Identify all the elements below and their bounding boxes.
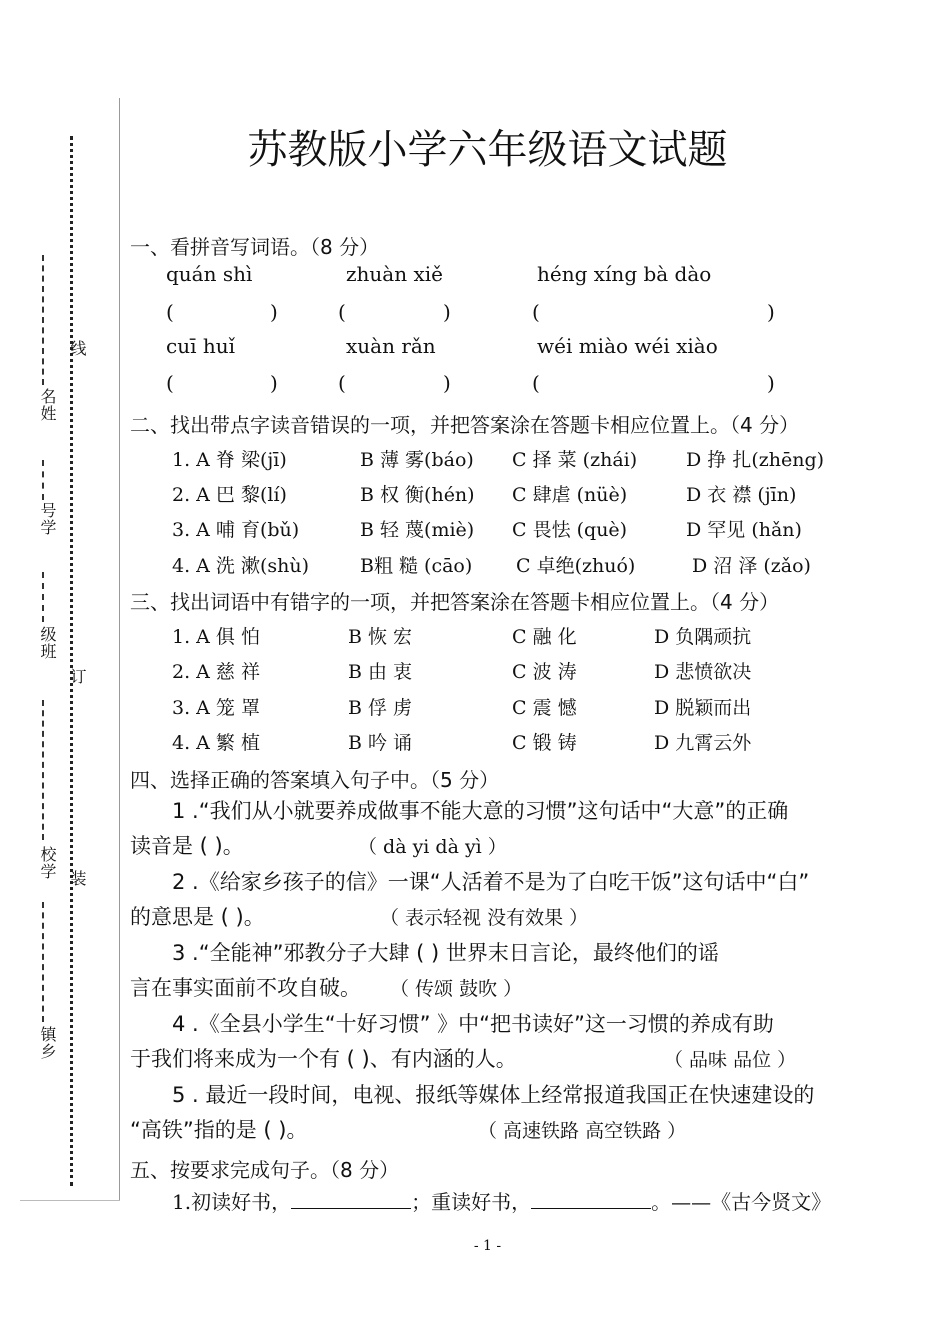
sec4-q1-choices: （ dà yi dà yì ） bbox=[358, 836, 507, 858]
sec1-pinyin-1: quán shì bbox=[166, 262, 253, 286]
sec4-q5-choices: （ 高速铁路 高空铁路 ） bbox=[478, 1120, 687, 1142]
sec1-pinyin-3: héng xíng bà dào bbox=[537, 262, 712, 286]
sec1-blank-5-l: ( bbox=[338, 371, 346, 395]
sec3-r1-c: C 融 化 bbox=[512, 626, 577, 648]
sec1-blank-5-r: ) bbox=[443, 371, 451, 395]
sec3-r3-b: B 俘 虏 bbox=[348, 697, 413, 719]
sec1-blank-6-r: ) bbox=[767, 371, 775, 395]
sec4-q4-choices: （ 品味 品位 ） bbox=[664, 1049, 797, 1071]
sec5-q1-part3: 。——《古今贤文》 bbox=[651, 1190, 832, 1214]
binding-dotted-line bbox=[70, 136, 73, 1186]
sec4-q2-choices: （ 表示轻视 没有效果 ） bbox=[380, 907, 589, 929]
sec4-q3-line1[interactable]: 3 .“全能神”邪教分子大肆 ( ) 世界末日言论，最终他们的谣 bbox=[172, 941, 719, 965]
sec3-r2-b: B 由 衷 bbox=[348, 661, 413, 683]
sec3-heading: 三、找出词语中有错字的一项，并把答案涂在答题卡相应位置上。（4 分） bbox=[130, 590, 780, 614]
label-town: 镇乡 bbox=[38, 1026, 57, 1060]
sec3-r4-c: C 锻 铸 bbox=[512, 732, 577, 754]
school-blank[interactable] bbox=[42, 700, 44, 840]
sec2-r1-b: B 薄 雾(báo) bbox=[360, 449, 474, 471]
page-title: 苏教版小学六年级语文试题 bbox=[247, 127, 728, 173]
sec2-r4-d: D 沼 泽 (zǎo) bbox=[692, 555, 811, 577]
sec1-blank-2-l: ( bbox=[338, 300, 346, 324]
sec4-q1-line1: 1 .“我们从小就要养成做事不能大意的习惯”这句话中“大意”的正确 bbox=[172, 799, 789, 823]
binding-margin-base bbox=[20, 1200, 120, 1201]
label-school: 校学 bbox=[38, 846, 57, 880]
sec2-r1-d: D 挣 扎(zhēng) bbox=[686, 449, 825, 471]
page-number: - 1 - bbox=[473, 1238, 502, 1254]
sec4-heading: 四、选择正确的答案填入句子中。（5 分） bbox=[130, 768, 500, 792]
sec3-r4-d: D 九霄云外 bbox=[654, 732, 752, 754]
sec1-blank-2-r: ) bbox=[443, 300, 451, 324]
sec4-q1-line2[interactable]: 读音是 ( )。 bbox=[130, 834, 244, 858]
sec3-r1-d: D 负隅顽抗 bbox=[654, 626, 752, 648]
sec5-q1-part2: ；重读好书， bbox=[411, 1190, 532, 1214]
sec1-blank-3-l: ( bbox=[532, 300, 540, 324]
name-blank[interactable] bbox=[42, 255, 44, 385]
sec1-blank-3-r: ) bbox=[767, 300, 775, 324]
sec2-r4-b: B粗 糙 (cāo) bbox=[360, 555, 473, 577]
class-blank[interactable] bbox=[42, 572, 44, 622]
sec2-r1-c: C 择 菜 (zhái) bbox=[512, 449, 638, 471]
sec3-r2-d: D 悲愤欲决 bbox=[654, 661, 752, 683]
sec4-q2-line2[interactable]: 的意思是 ( )。 bbox=[130, 905, 265, 929]
sec4-q3-line2: 言在事实面前不攻自破。 bbox=[130, 976, 361, 1000]
sec3-r1-b: B 恢 宏 bbox=[348, 626, 413, 648]
sec2-heading: 二、找出带点字读音错误的一项，并把答案涂在答题卡相应位置上。（4 分） bbox=[130, 413, 800, 437]
sec4-q3-choices: （ 传颂 鼓吹 ） bbox=[390, 978, 523, 1000]
sec2-r2-d: D 衣 襟 (jīn) bbox=[686, 484, 797, 506]
sec4-q4-line2[interactable]: 于我们将来成为一个有 ( )、有内涵的人。 bbox=[130, 1047, 517, 1071]
sec5-q1-part1: 1.初读好书， bbox=[172, 1190, 292, 1214]
label-id: 号学 bbox=[38, 502, 57, 536]
sec2-r3-b: B 轻 蔑(miè) bbox=[360, 519, 475, 541]
sec1-pinyin-2: zhuàn xiě bbox=[346, 262, 443, 286]
sec4-q5-line2[interactable]: “高铁”指的是 ( )。 bbox=[130, 1118, 308, 1142]
sec3-r3-c: C 震 憾 bbox=[512, 697, 577, 719]
sec1-blank-6-l: ( bbox=[532, 371, 540, 395]
sec5-heading: 五、按要求完成句子。（8 分） bbox=[130, 1158, 400, 1182]
binding-ding: 订 bbox=[68, 668, 87, 685]
town-blank[interactable] bbox=[42, 902, 44, 1022]
binding-xian: 线 bbox=[68, 340, 87, 357]
sec4-q4-line1: 4 .《全县小学生“十好习惯” 》中“把书读好”这一习惯的养成有助 bbox=[172, 1012, 774, 1036]
sec3-r3-d: D 脱颖而出 bbox=[654, 697, 752, 719]
binding-margin-line bbox=[119, 98, 120, 1200]
sec5-q1-line bbox=[172, 1186, 831, 1215]
sec1-pinyin-4: cuī huǐ bbox=[166, 334, 235, 358]
sec2-r2-b: B 权 衡(hén) bbox=[360, 484, 475, 506]
sec3-r4-a: 4. A 繁 植 bbox=[172, 732, 260, 754]
sec4-q2-line1: 2 .《给家乡孩子的信》一课“人活着不是为了白吃干饭”这句话中“白” bbox=[172, 870, 810, 894]
id-blank[interactable] bbox=[42, 460, 44, 500]
sec1-blank-4-r: ) bbox=[270, 371, 278, 395]
sec2-r2-c: C 肆虐 (nüè) bbox=[512, 484, 628, 506]
sec3-r2-a: 2. A 慈 祥 bbox=[172, 661, 260, 683]
sec2-r2-a: 2. A 巴 黎(lí) bbox=[172, 484, 287, 506]
sec3-r3-a: 3. A 笼 罩 bbox=[172, 697, 260, 719]
sec5-q1-blank2[interactable] bbox=[531, 1186, 651, 1209]
label-name: 名姓 bbox=[38, 388, 57, 422]
sec2-r1-a: 1. A 脊 梁(jī) bbox=[172, 449, 287, 471]
sec2-r4-a: 4. A 洗 漱(shù) bbox=[172, 555, 310, 577]
label-class: 级班 bbox=[38, 626, 57, 660]
sec3-r1-a: 1. A 俱 怕 bbox=[172, 626, 260, 648]
sec1-pinyin-5: xuàn rǎn bbox=[346, 334, 436, 358]
sec3-r4-b: B 吟 诵 bbox=[348, 732, 413, 754]
sec1-blank-1-r: ) bbox=[270, 300, 278, 324]
sec4-q5-line1: 5 . 最近一段时间，电视、报纸等媒体上经常报道我国正在快速建设的 bbox=[172, 1083, 815, 1107]
sec1-heading: 一、看拼音写词语。（8 分） bbox=[130, 235, 380, 259]
sec1-blank-1-l: ( bbox=[166, 300, 174, 324]
sec1-blank-4-l: ( bbox=[166, 371, 174, 395]
sec3-r2-c: C 波 涛 bbox=[512, 661, 577, 683]
sec2-r3-d: D 罕见 (hǎn) bbox=[686, 519, 802, 541]
sec2-r3-c: C 畏怯 (què) bbox=[512, 519, 628, 541]
sec1-pinyin-6: wéi miào wéi xiào bbox=[537, 334, 718, 358]
sec2-r4-c: C 卓绝(zhuó) bbox=[516, 555, 636, 577]
sec5-q1-blank1[interactable] bbox=[291, 1186, 411, 1209]
sec2-r3-a: 3. A 哺 育(bǔ) bbox=[172, 519, 300, 541]
binding-zhuang: 装 bbox=[68, 870, 87, 887]
